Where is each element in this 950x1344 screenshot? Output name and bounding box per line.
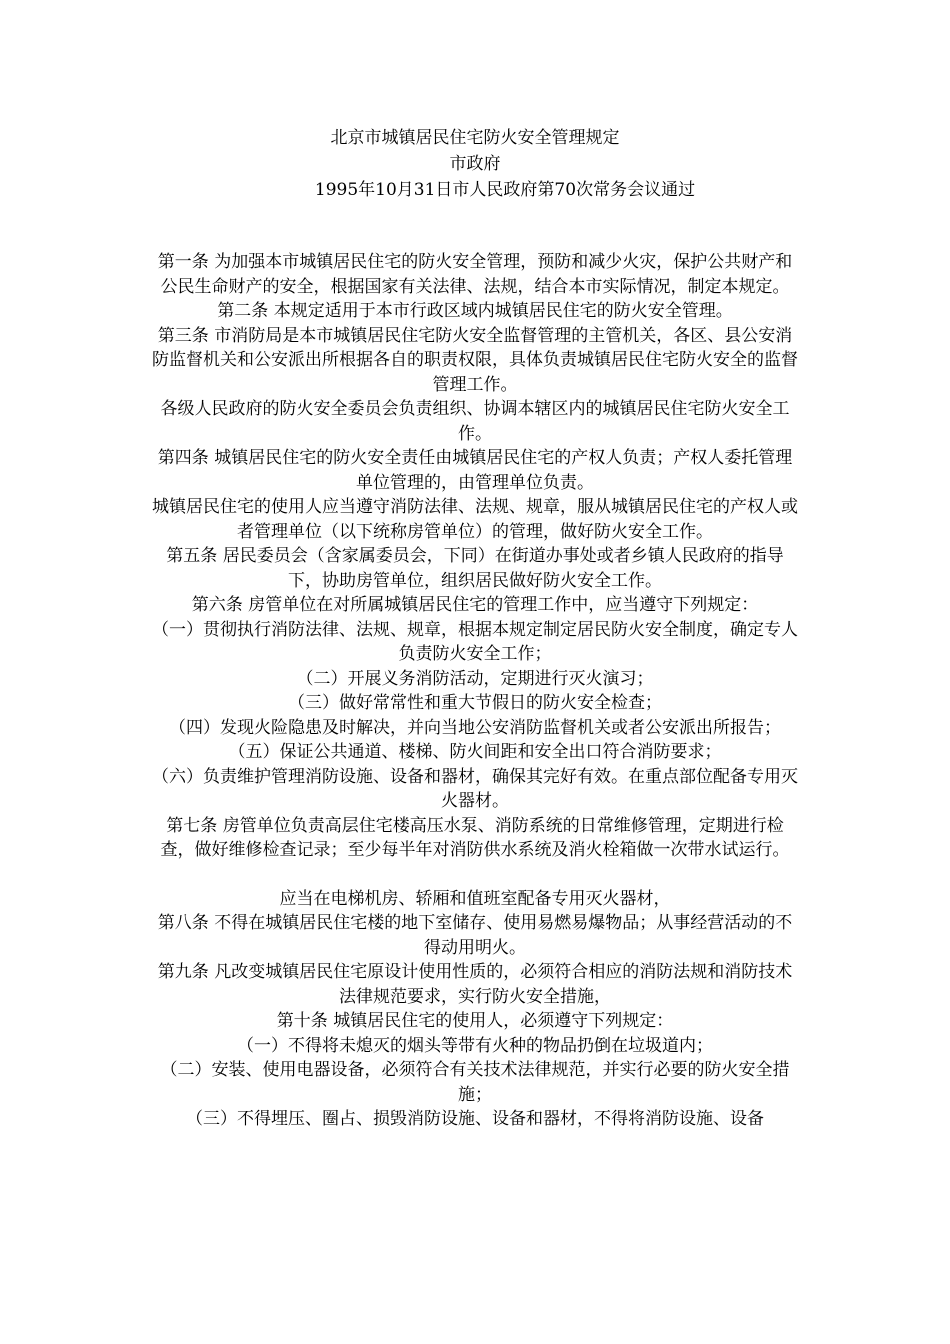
article-6-item-3: （三）做好常常性和重大节假日的防火安全检查； [288, 693, 662, 713]
document-title: 北京市城镇居民住宅防火安全管理规定 [330, 128, 620, 148]
article-6-item-5: （五）保证公共通道、楼梯、防火间距和安全出口符合消防要求； [228, 742, 722, 762]
article-10-item-3: （三）不得埋压、圈占、损毁消防设施、设备和器材，不得将消防设施、设备 [186, 1109, 764, 1129]
article-8: 第八条 不得在城镇居民住宅楼的地下室储存、使用易燃易爆物品；从事经营活动的不得动用明火。 [157, 913, 793, 958]
document-body [150, 250, 800, 1132]
article-1: 第一条 为加强本市城镇居民住宅的防火安全管理，预防和减少火灾，保护公共财产和公民生命财产的安全，根据国家有关法律、法规，结合本市实际情况，制定本规定。 [157, 252, 793, 297]
document-header [150, 125, 800, 203]
article-10: 第十条 城镇居民住宅的使用人，必须遵守下列规定： [276, 1011, 674, 1031]
article-9: 第九条 凡改变城镇居民住宅原设计使用性质的，必须符合相应的消防法规和消防技术法律规范要求，实行防火安全措施， [157, 962, 793, 1007]
article-4-paragraph-2: 城镇居民住宅的使用人应当遵守消防法律、法规、规章，服从城镇居民住宅的产权人或者管理单位（以下统称房管单位）的管理，做好防火安全工作。 [152, 497, 798, 542]
article-4: 第四条 城镇居民住宅的防火安全责任由城镇居民住宅的产权人负责；产权人委托管理单位管理的，由管理单位负责。 [157, 448, 793, 493]
article-6-item-2: （二）开展义务消防活动，定期进行灭火演习； [296, 668, 654, 689]
document-adoption-note: 1995年10月31日市人民政府第70次常务会议通过 [314, 180, 696, 200]
document-issuer: 市政府 [449, 154, 501, 174]
article-6-item-4: （四）发现火险隐患及时解决，并向当地公安消防监督机关或者公安派出所报告； [169, 717, 781, 738]
article-2: 第二条 本规定适用于本市行政区域内城镇居民住宅的防火安全管理。 [217, 301, 733, 321]
article-6-item-1: （一）贯彻执行消防法律、法规、规章，根据本规定制定居民防火安全制度，确定专人负责防火安全工作； [152, 619, 798, 664]
article-6: 第六条 房管单位在对所属城镇居民住宅的管理工作中，应当遵守下列规定： [191, 595, 759, 615]
article-10-item-2: （二）安装、使用电器设备，必须符合有关技术法律规范，并实行必要的防火安全措施； [160, 1060, 790, 1105]
article-3-paragraph-2: 各级人民政府的防火安全委员会负责组织、协调本辖区内的城镇居民住宅防火安全工作。 [160, 399, 790, 444]
article-6-item-6: （六）负责维护管理消防设施、设备和器材，确保其完好有效。在重点部位配备专用灭火器材。 [152, 766, 798, 811]
article-7: 第七条 房管单位负责高层住宅楼高压水泵、消防系统的日常维修管理，定期进行检查，做好维修检查记录；至少每半年对消防供水系统及消火栓箱做一次带水试运行。 [160, 815, 790, 860]
article-3: 第三条 市消防局是本市城镇居民住宅防火安全监督管理的主管机关，各区、县公安消防监督机关和公安派出所根据各自的职责权限，具体负责城镇居民住宅防火安全的监督管理工作。 [152, 325, 798, 395]
article-10-item-1: （一）不得将未熄灭的烟头等带有火种的物品扔倒在垃圾道内； [237, 1035, 713, 1056]
article-7-paragraph-2: 应当在电梯机房、轿厢和值班室配备专用灭火器材， [279, 888, 671, 909]
article-5: 第五条 居民委员会（含家属委员会，下同）在街道办事处或者乡镇人民政府的指导下，协助房管单位，组织居民做好防火安全工作。 [166, 546, 784, 591]
